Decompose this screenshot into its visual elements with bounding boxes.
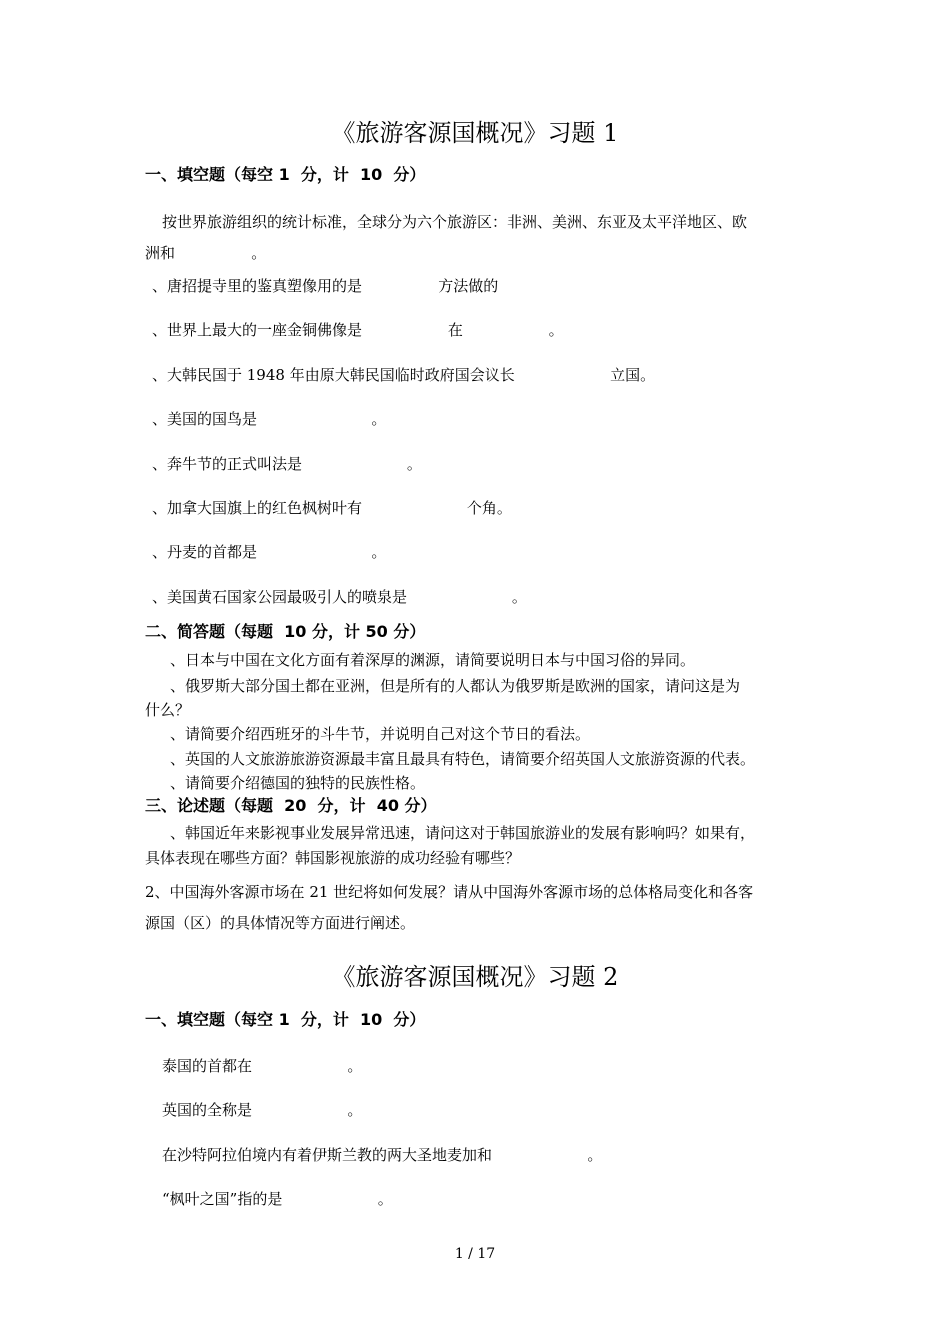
fill-question-8: 、丹麦的首都是 。: [152, 543, 387, 561]
fill-question-2-2: 英国的全称是 。: [162, 1101, 363, 1119]
essay-question-1-cont: 具体表现在哪些方面？韩国影视旅游的成功经验有哪些？: [145, 849, 521, 867]
page-number: 1 / 17: [454, 1246, 496, 1262]
fill-question-4: 、大韩民国于 1948 年由原大韩民国临时政府国会议长 立国。: [152, 366, 656, 384]
short-question-5: 、请简要介绍德国的独特的民族性格。: [170, 774, 426, 792]
essay-question-1: 、韩国近年来影视事业发展异常迅速，请问这对于韩国旅游业的发展有影响吗？如果有，: [170, 824, 756, 842]
fill-question-2-4: “枫叶之国”指的是 。: [162, 1190, 393, 1208]
fill-question-2: 、唐招提寺里的鉴真塑像用的是 方法做的: [152, 277, 499, 295]
fill-question-1-cont: 洲和 。: [145, 244, 267, 262]
section-heading-short-answer: 二、简答题（每题 10 分，计 50 分）: [145, 622, 426, 641]
section-heading-essay: 三、论述题（每题 20 分，计 40 分）: [145, 796, 437, 815]
fill-question-2-1: 泰国的首都在 。: [162, 1057, 363, 1075]
short-question-4: 、英国的人文旅游旅游资源最丰富且最具有特色，请简要介绍英国人文旅游资源的代表。: [170, 750, 756, 768]
section-heading-fill-2: 一、填空题（每空 1 分，计 10 分）: [145, 1010, 426, 1029]
doc-title-2: 《旅游客源国概况》习题 2: [331, 963, 619, 991]
short-question-2-cont: 什么？: [145, 701, 191, 719]
short-question-1: 、日本与中国在文化方面有着深厚的渊源，请简要说明日本与中国习俗的异同。: [170, 651, 696, 669]
fill-question-1: 按世界旅游组织的统计标准，全球分为六个旅游区：非洲、美洲、东亚及太平洋地区、欧: [162, 213, 748, 231]
doc-title-1: 《旅游客源国概况》习题 1: [331, 119, 619, 147]
fill-question-3: 、世界上最大的一座金铜佛像是 在 。: [152, 321, 564, 339]
fill-question-6: 、奔牛节的正式叫法是 。: [152, 455, 422, 473]
essay-question-2: 2、中国海外客源市场在 21 世纪将如何发展？请从中国海外客源市场的总体格局变化和各客: [145, 883, 754, 901]
fill-question-2-3: 在沙特阿拉伯境内有着伊斯兰教的两大圣地麦加和 。: [162, 1146, 603, 1164]
short-question-2: 、俄罗斯大部分国土都在亚洲，但是所有的人都认为俄罗斯是欧洲的国家，请问这是为: [170, 677, 741, 695]
essay-question-2-cont: 源国（区）的具体情况等方面进行阐述。: [145, 914, 416, 932]
section-heading-fill-1: 一、填空题（每空 1 分，计 10 分）: [145, 165, 426, 184]
fill-question-7: 、加拿大国旗上的红色枫树叶有 个角。: [152, 499, 512, 517]
fill-question-9: 、美国黄石国家公园最吸引人的喷泉是 。: [152, 588, 527, 606]
fill-question-5: 、美国的国鸟是 。: [152, 410, 387, 428]
short-question-3: 、请简要介绍西班牙的斗牛节，并说明自己对这个节日的看法。: [170, 725, 591, 743]
